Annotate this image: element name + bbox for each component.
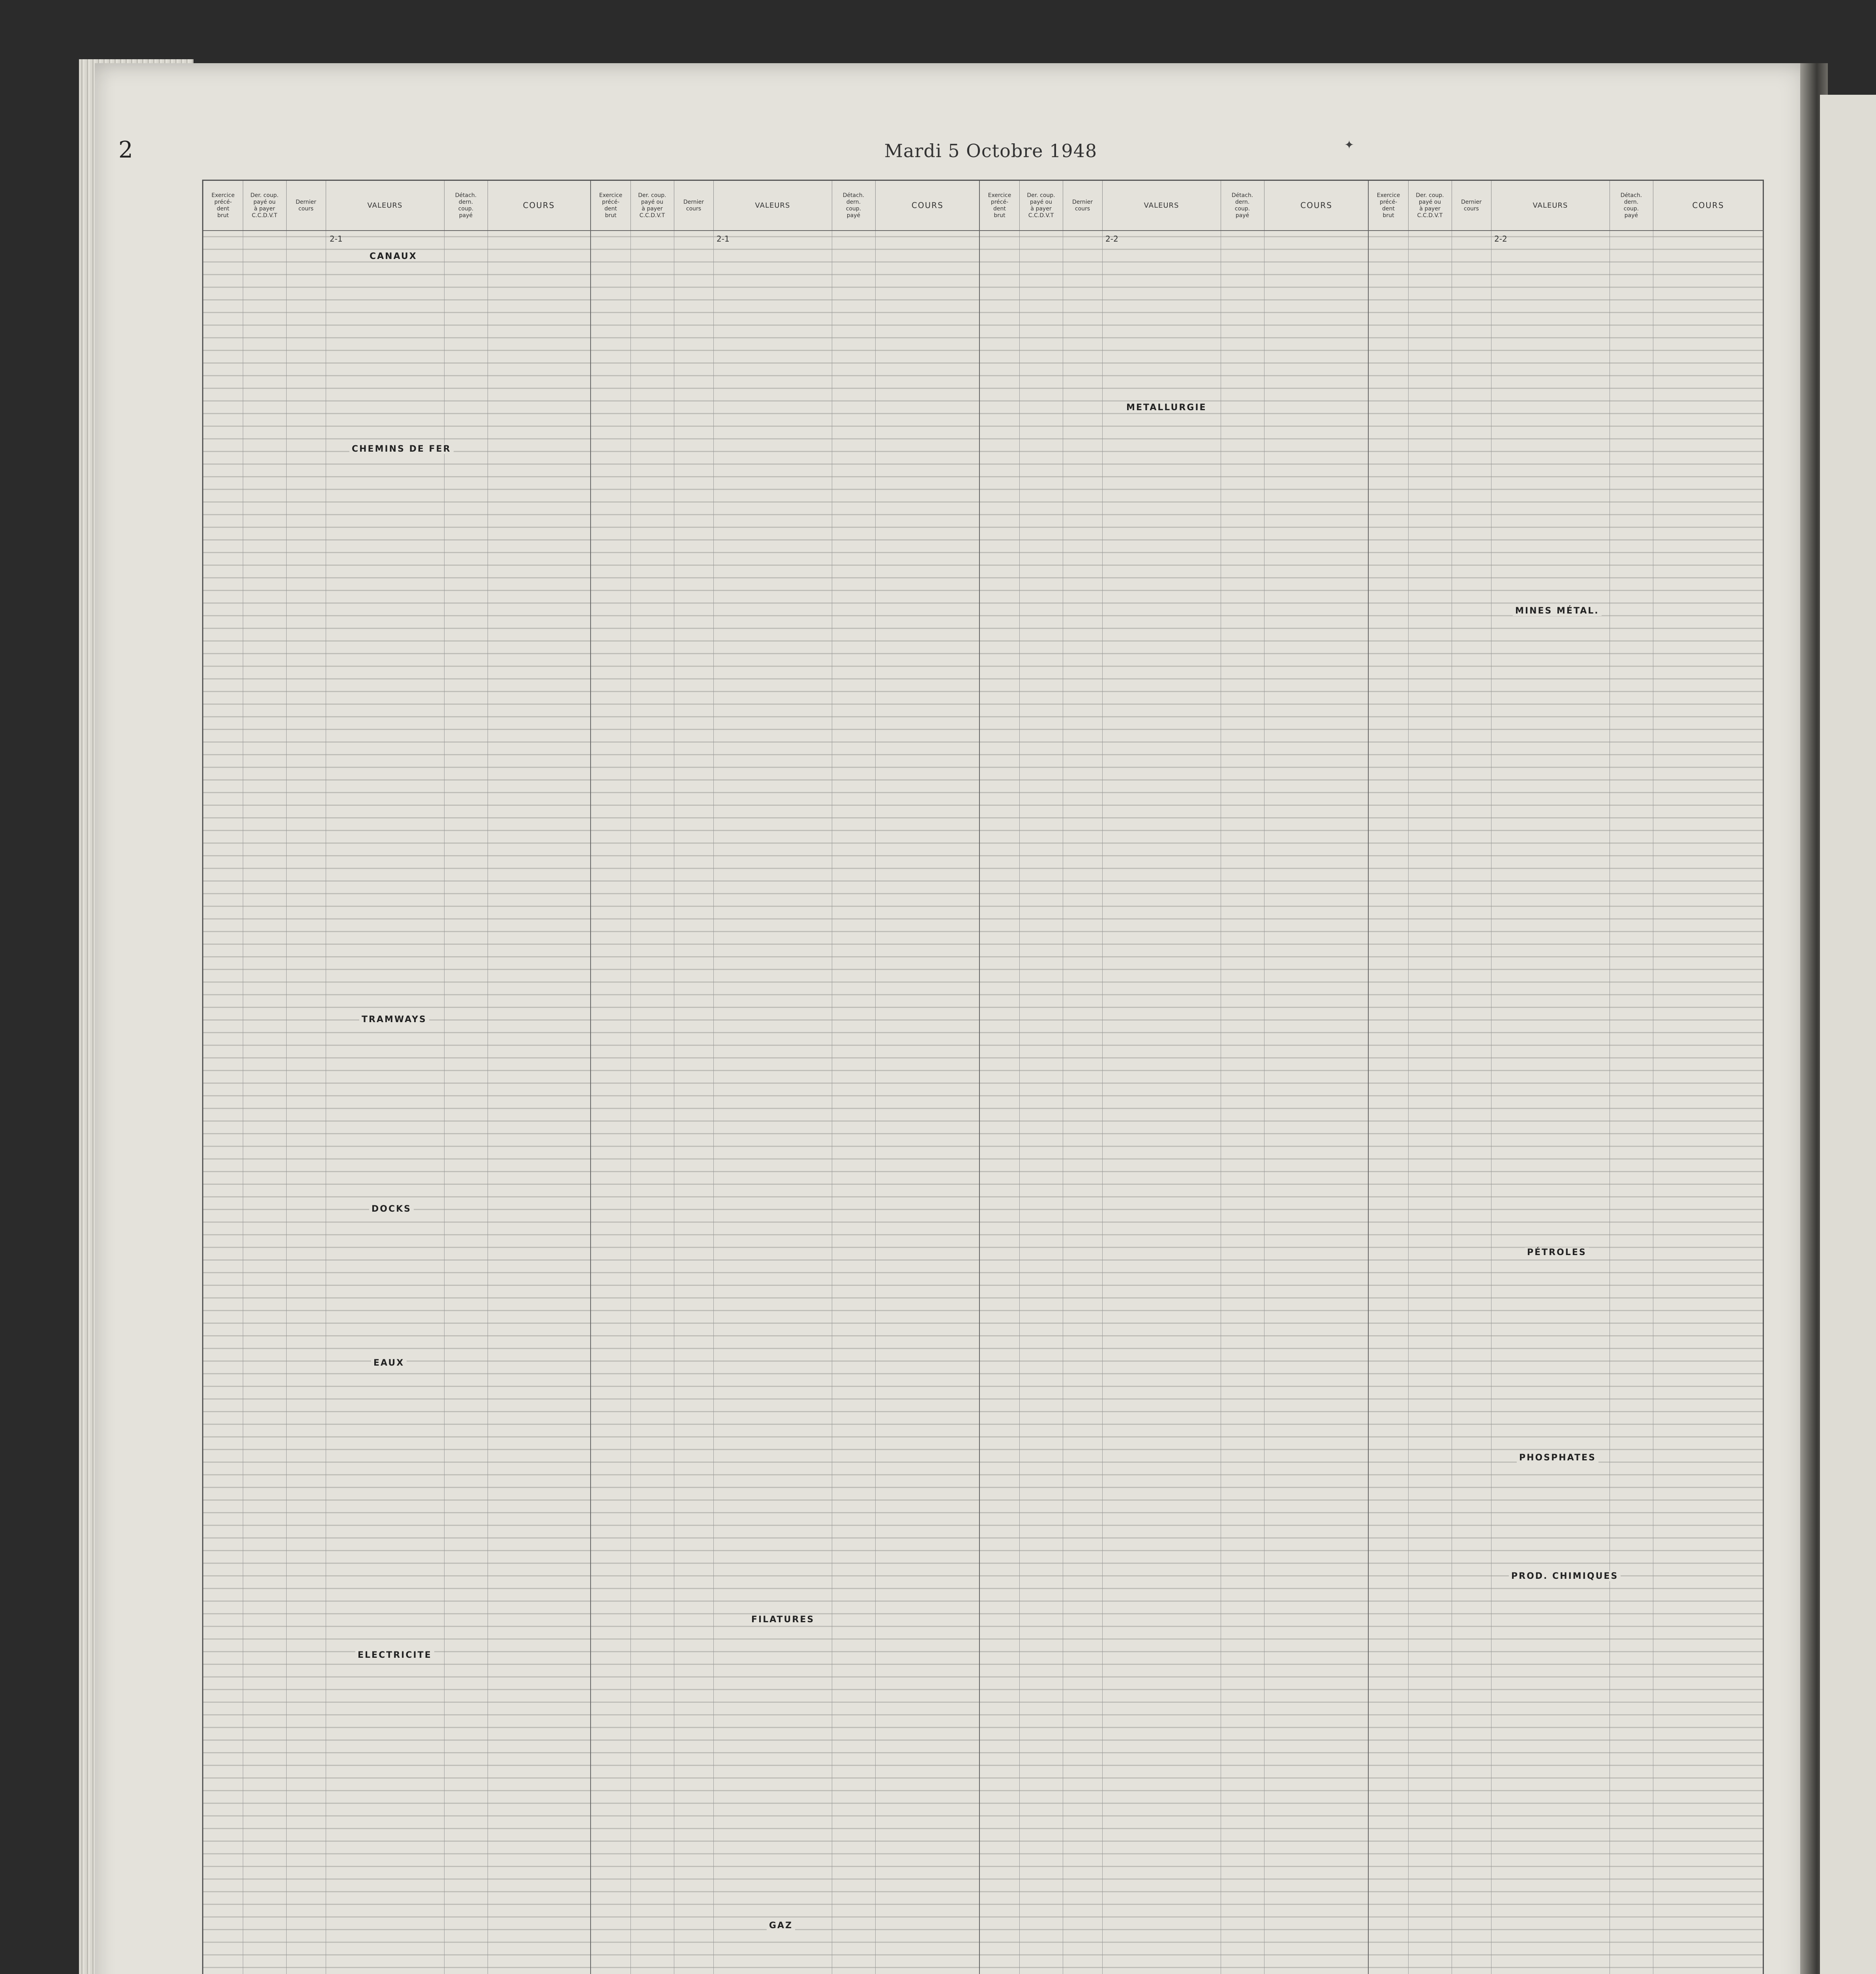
header-detach: Détach. dern. coup. payé bbox=[1221, 181, 1264, 230]
section-title-gaz: GAZ bbox=[767, 1921, 795, 1931]
header-exercice: Exercice précé- dent brut bbox=[980, 181, 1020, 230]
section-code: 2-1 bbox=[330, 234, 343, 244]
column-header bbox=[203, 181, 590, 231]
column-rows bbox=[591, 231, 980, 1974]
page-number: 2 bbox=[118, 136, 133, 163]
header-valeurs: VALEURS bbox=[1491, 181, 1610, 230]
section-title-chemins-de-fer: CHEMINS DE FER bbox=[349, 444, 454, 454]
header-dernier-cours: Dernier cours bbox=[674, 181, 714, 230]
section-title-metallurgie: METALLURGIE bbox=[1124, 403, 1209, 413]
section-title-electricite: ELECTRICITE bbox=[355, 1650, 434, 1660]
stock-listing-table bbox=[202, 180, 1764, 1974]
header-dernier-coupon: Der. coup. payé ou à payer C.C.D.V.T bbox=[243, 181, 287, 230]
section-title-tramways: TRAMWAYS bbox=[359, 1015, 429, 1025]
column-rows bbox=[203, 231, 590, 1974]
header-dernier-coupon: Der. coup. payé ou à payer C.C.D.V.T bbox=[630, 181, 674, 230]
column-header bbox=[591, 181, 980, 231]
column-rows bbox=[1369, 231, 1763, 1974]
listing-column-1 bbox=[203, 181, 590, 1974]
section-code: 2-1 bbox=[717, 234, 730, 244]
header-cours: COURS bbox=[1300, 201, 1332, 210]
header-exercice: Exercice précé- dent brut bbox=[1369, 181, 1409, 230]
section-code: 2-2 bbox=[1105, 234, 1118, 244]
section-title-phosphates: PHOSPHATES bbox=[1517, 1453, 1598, 1463]
section-title-prod-chimiques: PROD. CHIMIQUES bbox=[1509, 1571, 1621, 1581]
section-title-mines-metal: MINES MÉTAL. bbox=[1513, 606, 1602, 616]
column-header bbox=[1369, 181, 1763, 231]
section-title-canaux: CANAUX bbox=[367, 251, 420, 261]
header-dernier-cours: Dernier cours bbox=[1452, 181, 1491, 230]
facing-page-edge bbox=[1820, 95, 1876, 1974]
header-valeurs: VALEURS bbox=[713, 181, 832, 230]
header-dernier-coupon: Der. coup. payé ou à payer C.C.D.V.T bbox=[1019, 181, 1063, 230]
ornament-mark: ✦ bbox=[1344, 138, 1354, 152]
header-cours: COURS bbox=[523, 201, 555, 210]
section-title-docks: DOCKS bbox=[369, 1204, 414, 1214]
listing-column-4 bbox=[1368, 181, 1763, 1974]
header-dernier-coupon: Der. coup. payé ou à payer C.C.D.V.T bbox=[1408, 181, 1452, 230]
header-detach: Détach. dern. coup. payé bbox=[1610, 181, 1653, 230]
header-detach: Détach. dern. coup. payé bbox=[832, 181, 876, 230]
header-valeurs: VALEURS bbox=[326, 181, 445, 230]
header-exercice: Exercice précé- dent brut bbox=[591, 181, 631, 230]
section-title-eaux: EAUX bbox=[371, 1358, 407, 1368]
section-code: 2-2 bbox=[1494, 234, 1507, 244]
section-title-petroles: PÉTROLES bbox=[1525, 1248, 1589, 1257]
header-dernier-cours: Dernier cours bbox=[1063, 181, 1103, 230]
header-detach: Détach. dern. coup. payé bbox=[444, 181, 488, 230]
section-title-filatures: FILATURES bbox=[749, 1615, 817, 1625]
column-rows bbox=[980, 231, 1369, 1974]
column-header bbox=[980, 181, 1369, 231]
header-exercice: Exercice précé- dent brut bbox=[203, 181, 243, 230]
listing-column-2 bbox=[590, 181, 980, 1974]
header-cours: COURS bbox=[912, 201, 944, 210]
page-date: Mardi 5 Octobre 1948 bbox=[884, 140, 1097, 161]
header-dernier-cours: Dernier cours bbox=[286, 181, 326, 230]
listing-column-3 bbox=[979, 181, 1369, 1974]
header-cours: COURS bbox=[1692, 201, 1724, 210]
header-valeurs: VALEURS bbox=[1102, 181, 1221, 230]
